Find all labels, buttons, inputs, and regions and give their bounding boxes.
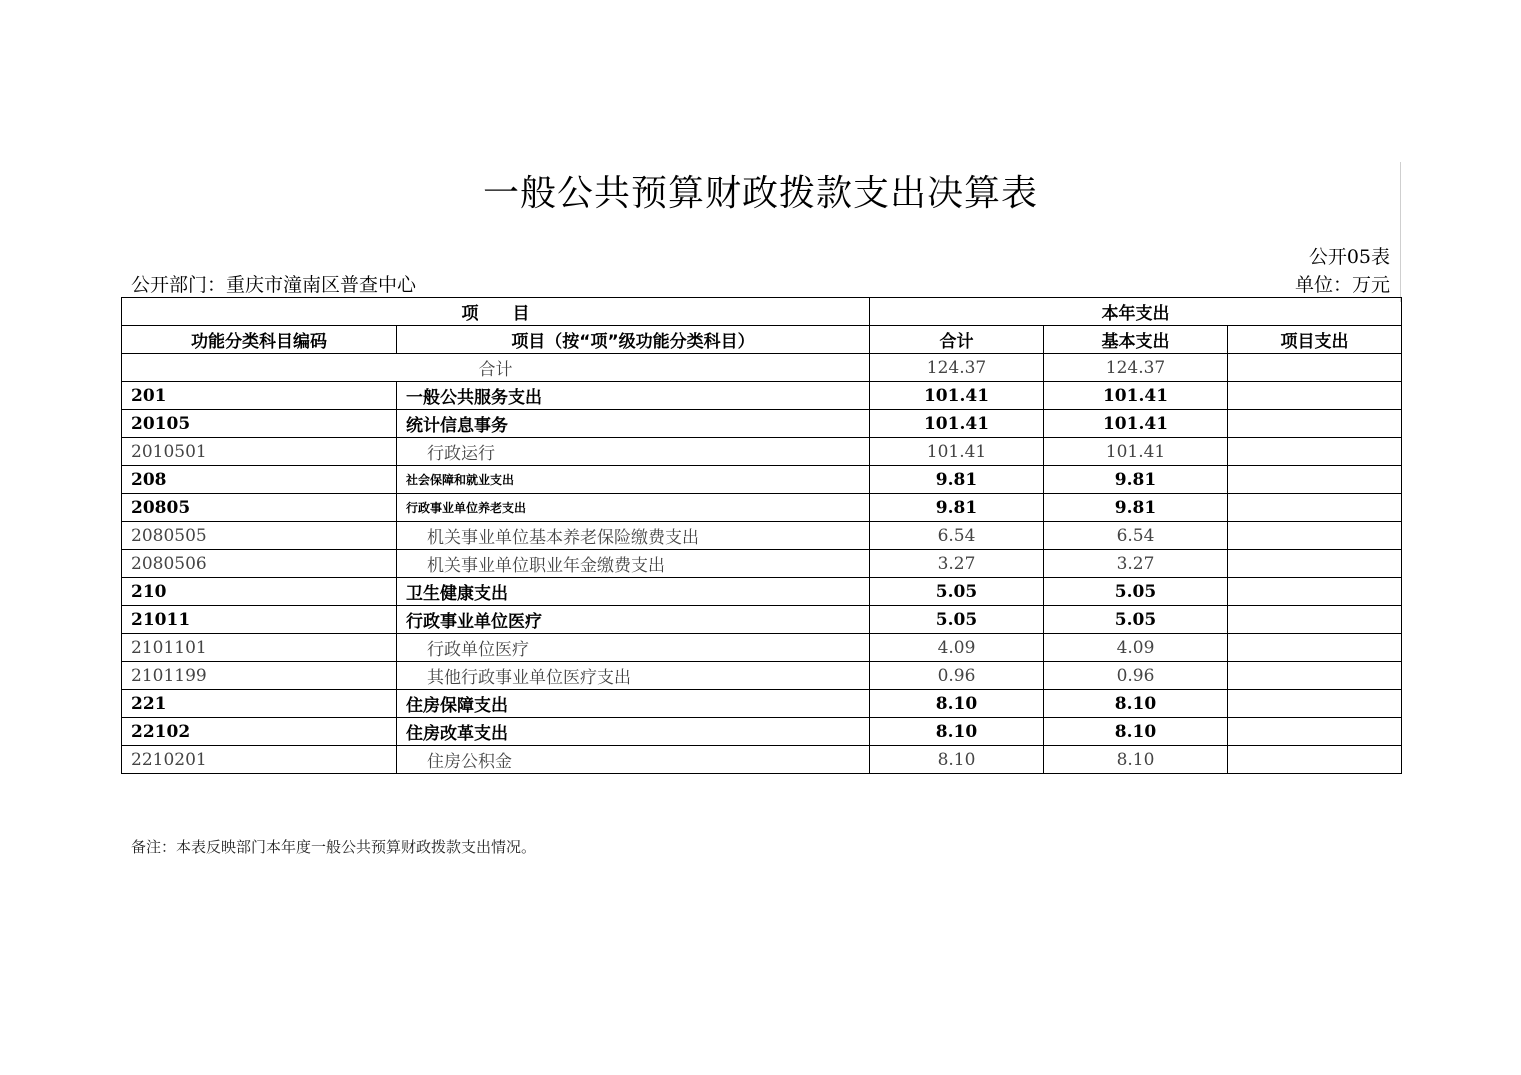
row-name: 住房公积金 <box>397 746 870 774</box>
row-code: 22102 <box>122 718 397 746</box>
header-total: 合计 <box>870 326 1044 354</box>
total-project <box>1228 354 1402 382</box>
row-basic: 4.09 <box>1044 634 1228 662</box>
row-name: 机关事业单位职业年金缴费支出 <box>397 550 870 578</box>
row-code: 208 <box>122 466 397 494</box>
row-basic: 8.10 <box>1044 718 1228 746</box>
row-name: 行政事业单位医疗 <box>397 606 870 634</box>
table-row <box>122 438 1402 466</box>
row-code: 210 <box>122 578 397 606</box>
table-row <box>122 522 1402 550</box>
form-number: 公开05表 <box>1308 246 1390 268</box>
header-row-group <box>122 298 1402 326</box>
row-project <box>1228 578 1402 606</box>
expenditure-table <box>121 297 1402 774</box>
row-project <box>1228 634 1402 662</box>
row-total: 3.27 <box>870 550 1044 578</box>
row-basic: 101.41 <box>1044 438 1228 466</box>
row-project <box>1228 550 1402 578</box>
row-total: 9.81 <box>870 494 1044 522</box>
table-row <box>122 718 1402 746</box>
row-project <box>1228 466 1402 494</box>
row-total: 5.05 <box>870 578 1044 606</box>
total-row <box>122 354 1402 382</box>
row-project <box>1228 690 1402 718</box>
table-row <box>122 410 1402 438</box>
table-row <box>122 634 1402 662</box>
row-code: 2101199 <box>122 662 397 690</box>
row-total: 8.10 <box>870 718 1044 746</box>
row-project <box>1228 494 1402 522</box>
row-basic: 5.05 <box>1044 578 1228 606</box>
row-total: 4.09 <box>870 634 1044 662</box>
row-project <box>1228 746 1402 774</box>
row-project <box>1228 606 1402 634</box>
table-row <box>122 550 1402 578</box>
total-basic: 124.37 <box>1044 354 1228 382</box>
row-code: 20805 <box>122 494 397 522</box>
row-name: 住房保障支出 <box>397 690 870 718</box>
row-code: 2101101 <box>122 634 397 662</box>
header-item-name: 项目（按“项”级功能分类科目） <box>397 326 870 354</box>
row-name: 行政事业单位养老支出 <box>397 494 870 522</box>
header-item-group: 项 目 <box>122 298 870 326</box>
row-code: 201 <box>122 382 397 410</box>
table-row <box>122 690 1402 718</box>
row-total: 5.05 <box>870 606 1044 634</box>
row-code: 2010501 <box>122 438 397 466</box>
row-basic: 3.27 <box>1044 550 1228 578</box>
row-project <box>1228 410 1402 438</box>
table-row <box>122 606 1402 634</box>
row-total: 101.41 <box>870 438 1044 466</box>
row-name: 一般公共服务支出 <box>397 382 870 410</box>
row-name: 统计信息事务 <box>397 410 870 438</box>
row-basic: 6.54 <box>1044 522 1228 550</box>
table-row <box>122 578 1402 606</box>
row-code: 21011 <box>122 606 397 634</box>
row-total: 6.54 <box>870 522 1044 550</box>
row-basic: 0.96 <box>1044 662 1228 690</box>
total-label: 合计 <box>122 354 870 382</box>
page-title: 一般公共预算财政拨款支出决算表 <box>482 173 1038 214</box>
table-row <box>122 466 1402 494</box>
row-code: 2210201 <box>122 746 397 774</box>
row-code: 221 <box>122 690 397 718</box>
table-row <box>122 494 1402 522</box>
total-amount: 124.37 <box>870 354 1044 382</box>
department-label: 公开部门：重庆市潼南区普查中心 <box>131 274 417 296</box>
row-project <box>1228 718 1402 746</box>
row-name: 住房改革支出 <box>397 718 870 746</box>
table-row <box>122 746 1402 774</box>
row-total: 0.96 <box>870 662 1044 690</box>
table-row <box>122 382 1402 410</box>
row-project <box>1228 522 1402 550</box>
unit-label: 单位：万元 <box>1294 274 1390 296</box>
row-total: 9.81 <box>870 466 1044 494</box>
row-total: 101.41 <box>870 382 1044 410</box>
table-row <box>122 662 1402 690</box>
row-project <box>1228 662 1402 690</box>
row-name: 行政单位医疗 <box>397 634 870 662</box>
row-code: 2080506 <box>122 550 397 578</box>
header-basic: 基本支出 <box>1044 326 1228 354</box>
header-code: 功能分类科目编码 <box>122 326 397 354</box>
row-basic: 5.05 <box>1044 606 1228 634</box>
row-code: 20105 <box>122 410 397 438</box>
footnote: 备注：本表反映部门本年度一般公共预算财政拨款支出情况。 <box>131 838 537 856</box>
row-total: 101.41 <box>870 410 1044 438</box>
row-project <box>1228 382 1402 410</box>
header-project: 项目支出 <box>1228 326 1402 354</box>
row-total: 8.10 <box>870 690 1044 718</box>
row-name: 行政运行 <box>397 438 870 466</box>
row-name: 其他行政事业单位医疗支出 <box>397 662 870 690</box>
row-basic: 101.41 <box>1044 382 1228 410</box>
row-name: 机关事业单位基本养老保险缴费支出 <box>397 522 870 550</box>
row-name: 卫生健康支出 <box>397 578 870 606</box>
row-code: 2080505 <box>122 522 397 550</box>
row-basic: 8.10 <box>1044 746 1228 774</box>
row-name: 社会保障和就业支出 <box>397 466 870 494</box>
row-basic: 101.41 <box>1044 410 1228 438</box>
row-basic: 8.10 <box>1044 690 1228 718</box>
header-row-columns <box>122 326 1402 354</box>
row-basic: 9.81 <box>1044 494 1228 522</box>
row-project <box>1228 438 1402 466</box>
header-year-expenditure: 本年支出 <box>870 298 1402 326</box>
row-total: 8.10 <box>870 746 1044 774</box>
row-basic: 9.81 <box>1044 466 1228 494</box>
